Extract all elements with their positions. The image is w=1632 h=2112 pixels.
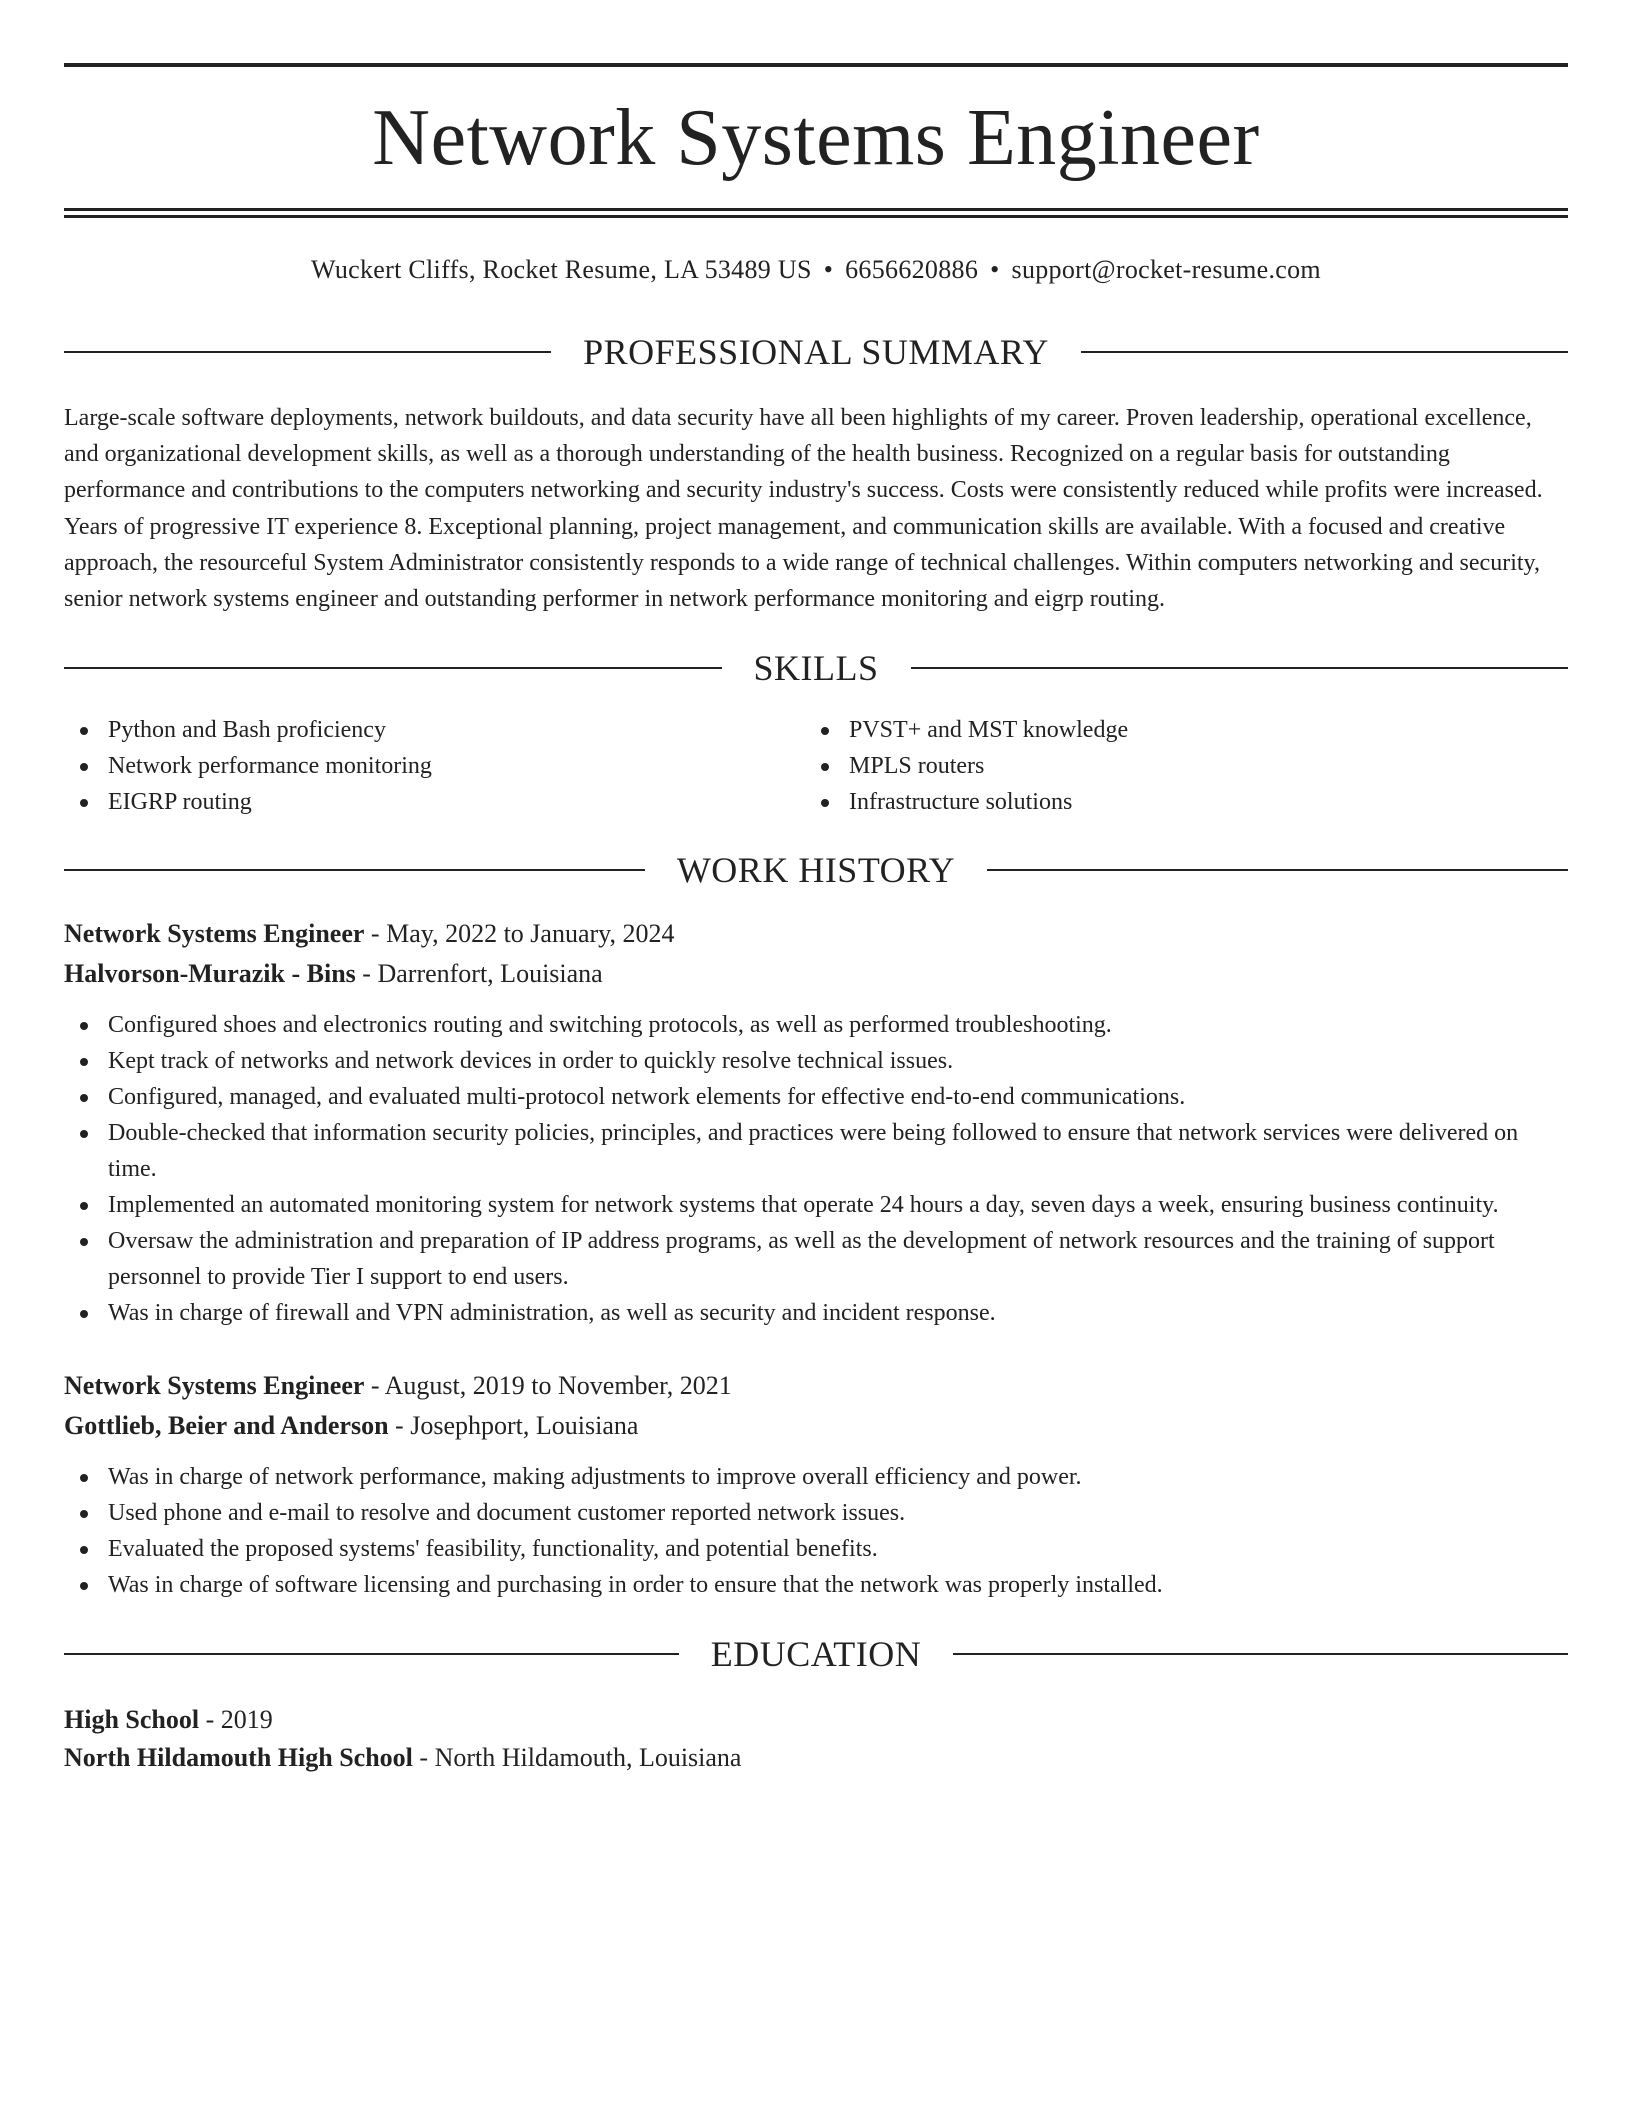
education-location: North Hildamouth, Louisiana	[434, 1743, 742, 1772]
skills-list-left	[64, 712, 764, 820]
job-company: Halvorson-Murazik - Bins	[64, 959, 356, 988]
skill-item: Network performance monitoring	[64, 748, 764, 784]
contact-email: support@rocket-resume.com	[1011, 255, 1321, 284]
job-bullet: Implemented an automated monitoring system for network systems that operate 24 hours a day, seven days a week, ensuring business continuity.	[64, 1187, 1568, 1223]
summary-text: Large-scale software deployments, network buildouts, and data security have all been highlights of my career. Proven leadership, operational excellence, and organizational development skills, as well as a thorough understanding of the health business. Recognized on a regular basis for outstanding performance and contributions to the computers networking and security industry's success. Costs were consistently reduced while profits were increased. Years of progressive IT experience 8. Exceptional planning, project management, and communication skills are available. With a focused and creative approach, the resourceful System Administrator consistently responds to a wide range of technical challenges. Within computers networking and security, senior network systems engineer and outstanding performer in network performance monitoring and eigrp routing.	[64, 405, 1543, 613]
resume-title: Network Systems Engineer	[372, 94, 1260, 182]
job-bullet: Was in charge of software licensing and purchasing in order to ensure that the network was properly installed.	[64, 1567, 1568, 1603]
top-rule	[64, 63, 1568, 67]
education-school-line	[64, 1740, 1568, 1776]
dash: -	[364, 1371, 385, 1400]
job-company-line	[64, 1408, 1568, 1444]
contact-separator: •	[990, 255, 1000, 284]
job-bullet: Double-checked that information security policies, principles, and practices were being followed to ensure that network services were delivered on time.	[64, 1115, 1568, 1187]
job-bullet: Oversaw the administration and preparation of IP address programs, as well as the development of network resources and the training of support personnel to provide Tier I support to end users.	[64, 1223, 1568, 1295]
job-company: Gottlieb, Beier and Anderson	[64, 1411, 389, 1440]
job-bullets	[64, 1007, 1568, 1331]
dash: -	[355, 959, 378, 988]
job-bullet: Configured shoes and electronics routing and switching protocols, as well as performed troubleshooting.	[64, 1007, 1568, 1043]
job-bullet: Kept track of networks and network devices in order to quickly resolve technical issues.	[64, 1043, 1568, 1079]
section-rule	[64, 869, 645, 871]
contact-separator: •	[823, 255, 834, 284]
job-dates: August, 2019 to November, 2021	[384, 1371, 732, 1400]
section-header-skills	[64, 646, 1568, 690]
skill-item: PVST+ and MST knowledge	[805, 712, 1505, 748]
job-dates: May, 2022 to January, 2024	[386, 919, 675, 948]
skill-item: Infrastructure solutions	[805, 784, 1505, 820]
title-double-rule	[64, 208, 1568, 218]
job-location: Josephport, Louisiana	[410, 1411, 639, 1440]
contact-line	[64, 252, 1568, 288]
education-school: North Hildamouth High School	[64, 1743, 413, 1772]
section-rule	[953, 1653, 1568, 1655]
contact-address: Wuckert Cliffs, Rocket Resume, LA 53489 US	[311, 255, 812, 284]
dash: -	[412, 1743, 435, 1772]
section-rule	[911, 667, 1569, 669]
section-header-work	[64, 848, 1568, 892]
skill-item: MPLS routers	[805, 748, 1505, 784]
job-bullet: Used phone and e-mail to resolve and document customer reported network issues.	[64, 1495, 1568, 1531]
section-rule	[64, 667, 722, 669]
skills-list-right	[805, 712, 1505, 820]
job-bullets	[64, 1459, 1568, 1603]
education-degree: High School	[64, 1705, 200, 1734]
section-title: WORK HISTORY	[676, 850, 956, 890]
section-header-summary	[64, 330, 1568, 374]
dash: -	[199, 1705, 221, 1734]
job-bullet: Configured, managed, and evaluated multi-protocol network elements for effective end-to-end communications.	[64, 1079, 1568, 1115]
job-role: Network Systems Engineer	[64, 919, 365, 948]
job-title-line	[64, 916, 1568, 952]
dash: -	[388, 1411, 411, 1440]
education-year: 2019	[220, 1705, 273, 1734]
job-role: Network Systems Engineer	[64, 1371, 365, 1400]
section-title: PROFESSIONAL SUMMARY	[583, 332, 1049, 372]
section-title: EDUCATION	[710, 1634, 922, 1674]
job-bullet: Was in charge of network performance, making adjustments to improve overall efficiency and power.	[64, 1459, 1568, 1495]
section-title: SKILLS	[753, 648, 879, 688]
dash: -	[364, 919, 387, 948]
education-degree-line	[64, 1702, 1568, 1738]
section-rule	[64, 351, 551, 353]
job-location: Darrenfort, Louisiana	[377, 959, 603, 988]
section-header-education	[64, 1632, 1568, 1676]
contact-phone: 6656620886	[845, 255, 979, 284]
skill-item: Python and Bash proficiency	[64, 712, 764, 748]
section-rule	[1081, 351, 1568, 353]
job-company-line	[64, 956, 1568, 992]
section-rule	[64, 1653, 679, 1655]
skill-item: EIGRP routing	[64, 784, 764, 820]
job-bullet: Was in charge of firewall and VPN administration, as well as security and incident response.	[64, 1295, 1568, 1331]
section-rule	[987, 869, 1568, 871]
job-bullet: Evaluated the proposed systems' feasibility, functionality, and potential benefits.	[64, 1531, 1568, 1567]
job-title-line	[64, 1368, 1568, 1404]
